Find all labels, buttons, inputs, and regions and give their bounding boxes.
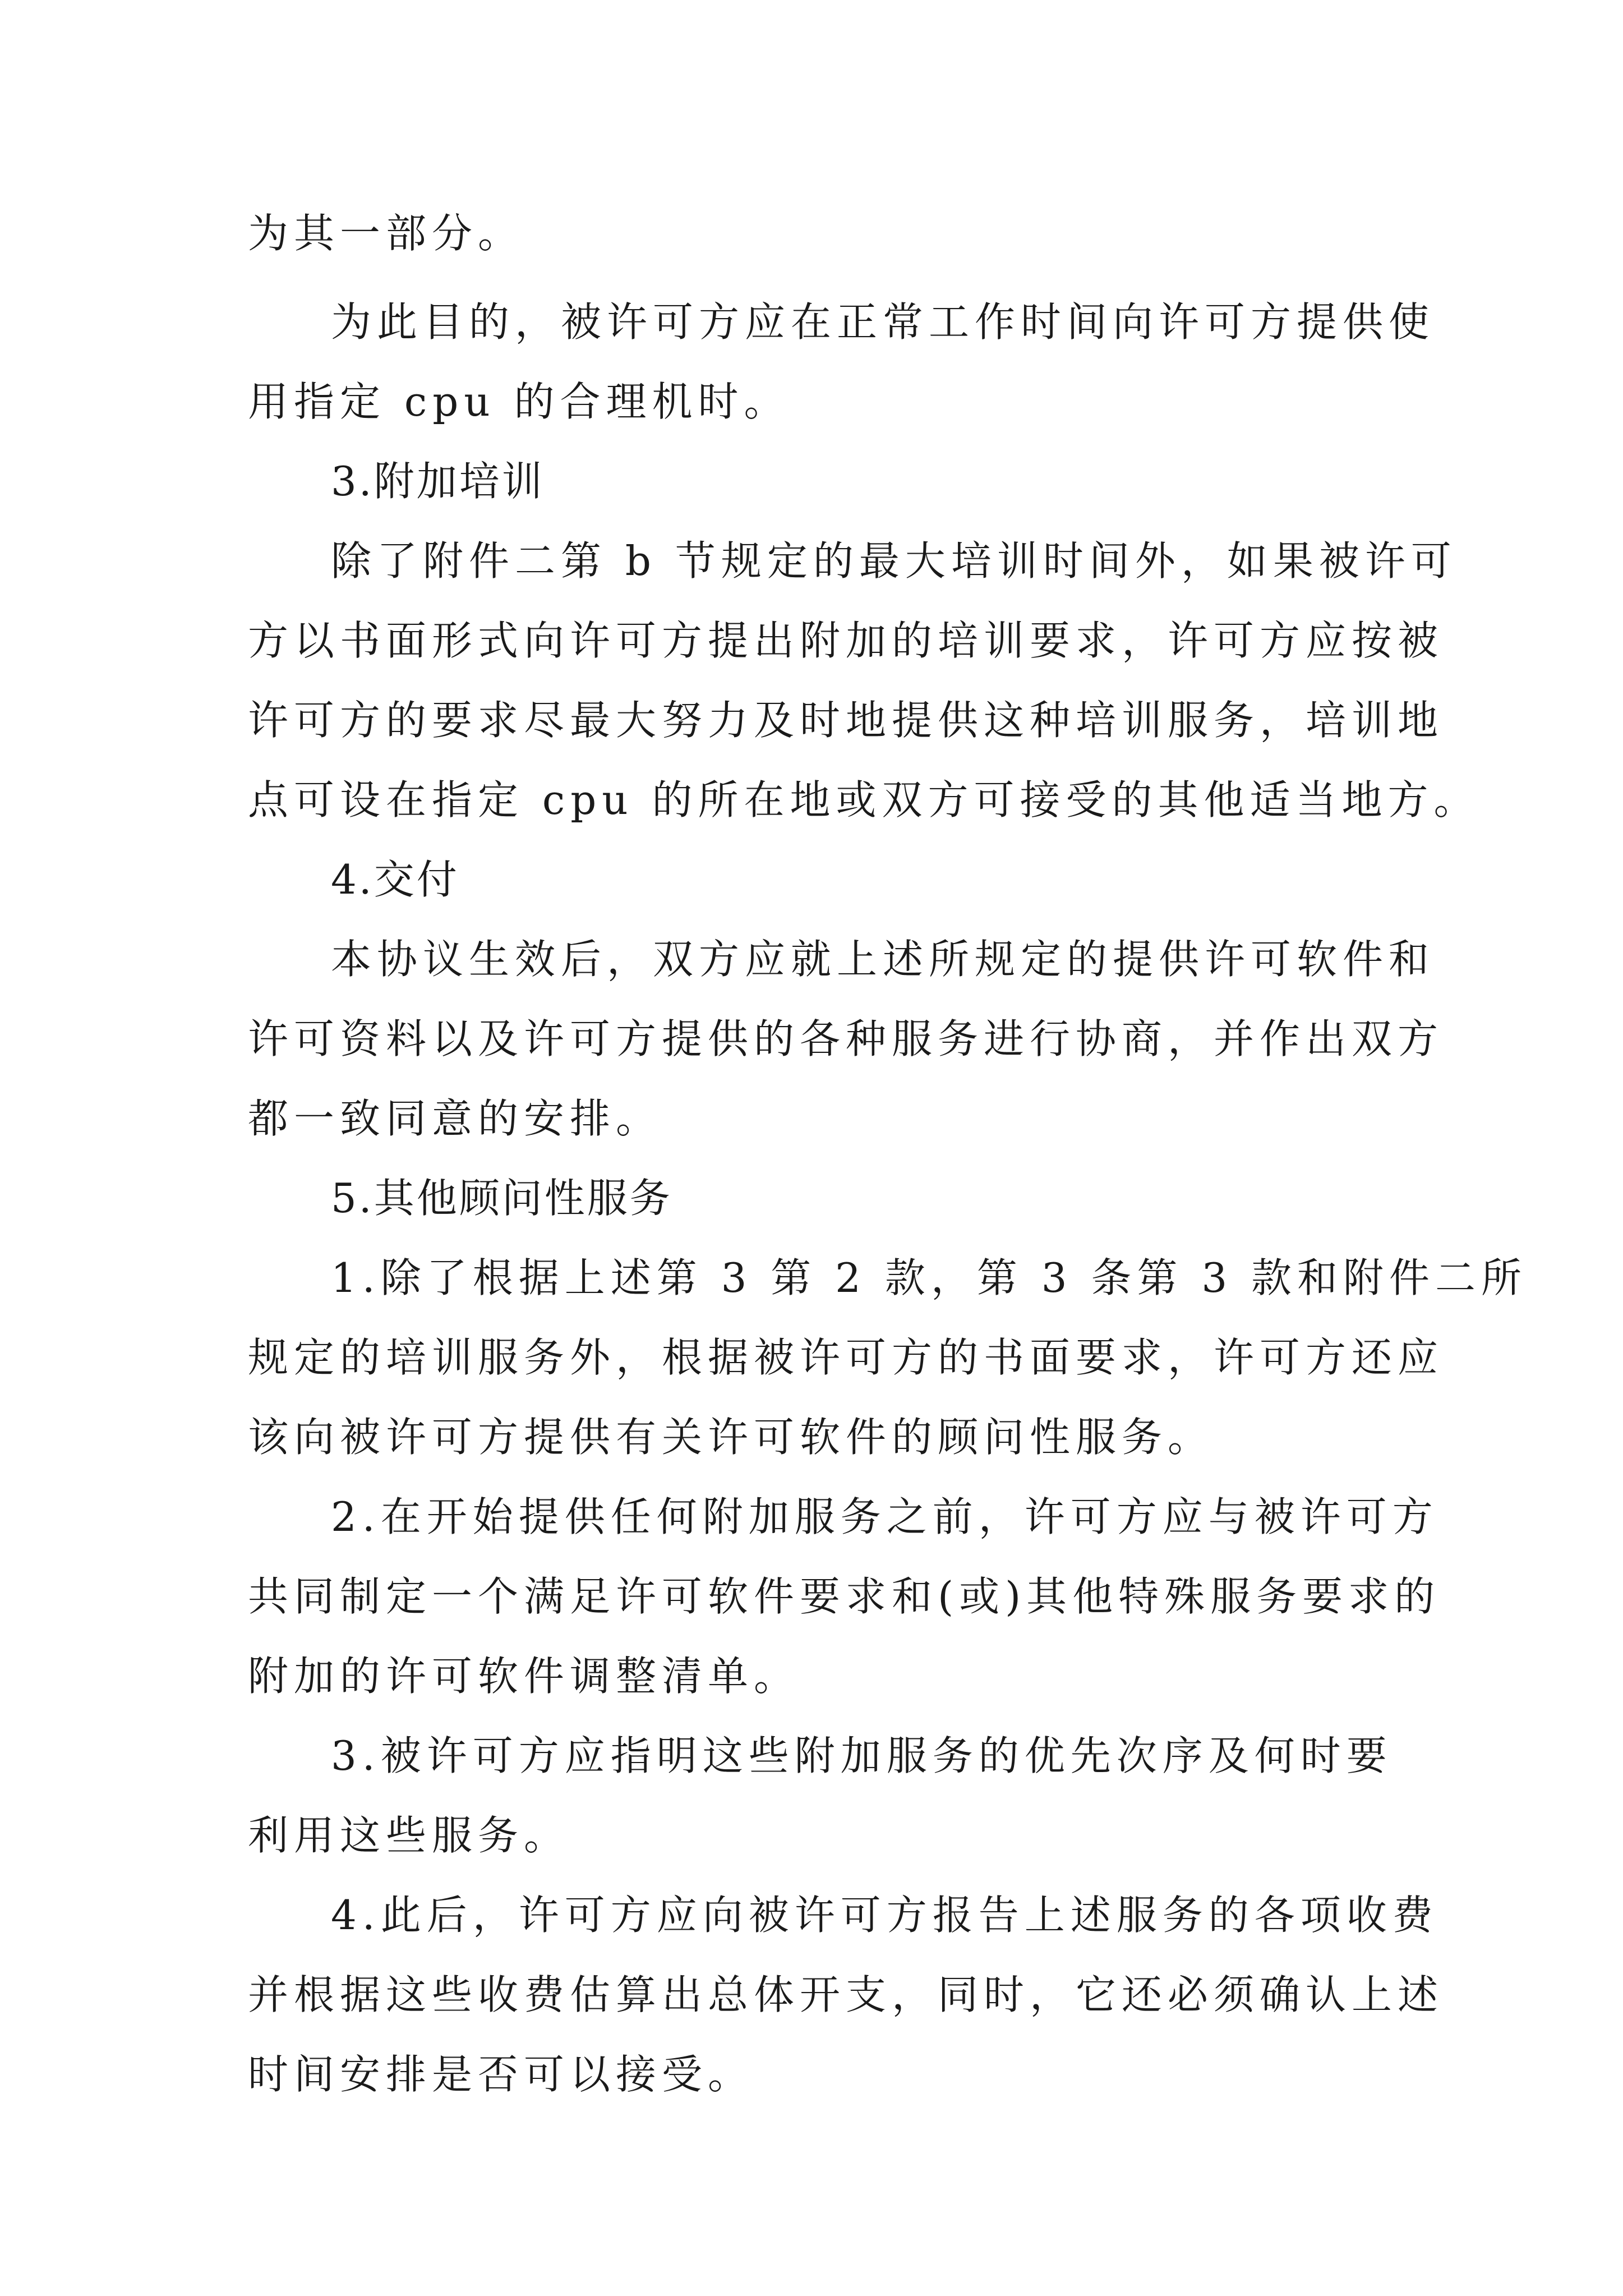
text-line: 许可资料以及许可方提供的各种服务进行协商，并作出双方 <box>248 1015 1444 1062</box>
text-line: 本协议生效后，双方应就上述所规定的提供许可软件和 <box>331 936 1435 983</box>
text-line: 共同制定一个满足许可软件要求和(或)其他特殊服务要求的 <box>248 1573 1441 1620</box>
section-heading-other-consulting: 5.其他顾问性服务 <box>331 1175 672 1222</box>
text-line: 点可设在指定 cpu 的所在地或双方可接受的其他适当地方。 <box>248 776 1480 823</box>
text-line: 都一致同意的安排。 <box>248 1095 662 1142</box>
text-line: 时间安排是否可以接受。 <box>248 2051 754 2098</box>
text-line: 2.在开始提供任何附加服务之前，许可方应与被许可方 <box>331 1493 1438 1540</box>
text-line: 用指定 cpu 的合理机时。 <box>248 378 790 425</box>
section-heading-additional-training: 3.附加培训 <box>331 458 545 505</box>
text-line: 3.被许可方应指明这些附加服务的优先次序及何时要 <box>331 1732 1393 1779</box>
text-line: 1.除了根据上述第 3 第 2 款，第 3 条第 3 款和附件二所 <box>331 1254 1528 1301</box>
text-line: 除了附件二第 b 节规定的最大培训时间外，如果被许可 <box>331 537 1457 585</box>
text-line: 利用这些服务。 <box>248 1812 570 1859</box>
text-line: 该向被许可方提供有关许可软件的顾问性服务。 <box>248 1414 1214 1461</box>
text-line: 许可方的要求尽最大努力及时地提供这种培训服务，培训地 <box>248 697 1444 744</box>
text-line: 并根据这些收费估算出总体开支，同时，它还必须确认上述 <box>248 1971 1444 2018</box>
text-line: 方以书面形式向许可方提出附加的培训要求，许可方应按被 <box>248 617 1444 664</box>
text-line: 为此目的，被许可方应在正常工作时间向许可方提供使 <box>331 298 1435 346</box>
text-line: 为其一部分。 <box>248 210 524 257</box>
text-line: 附加的许可软件调整清单。 <box>248 1653 800 1700</box>
section-heading-delivery: 4.交付 <box>331 856 459 903</box>
text-line: 规定的培训服务外，根据被许可方的书面要求，许可方还应 <box>248 1334 1444 1381</box>
text-line: 4.此后，许可方应向被许可方报告上述服务的各项收费 <box>331 1892 1438 1939</box>
